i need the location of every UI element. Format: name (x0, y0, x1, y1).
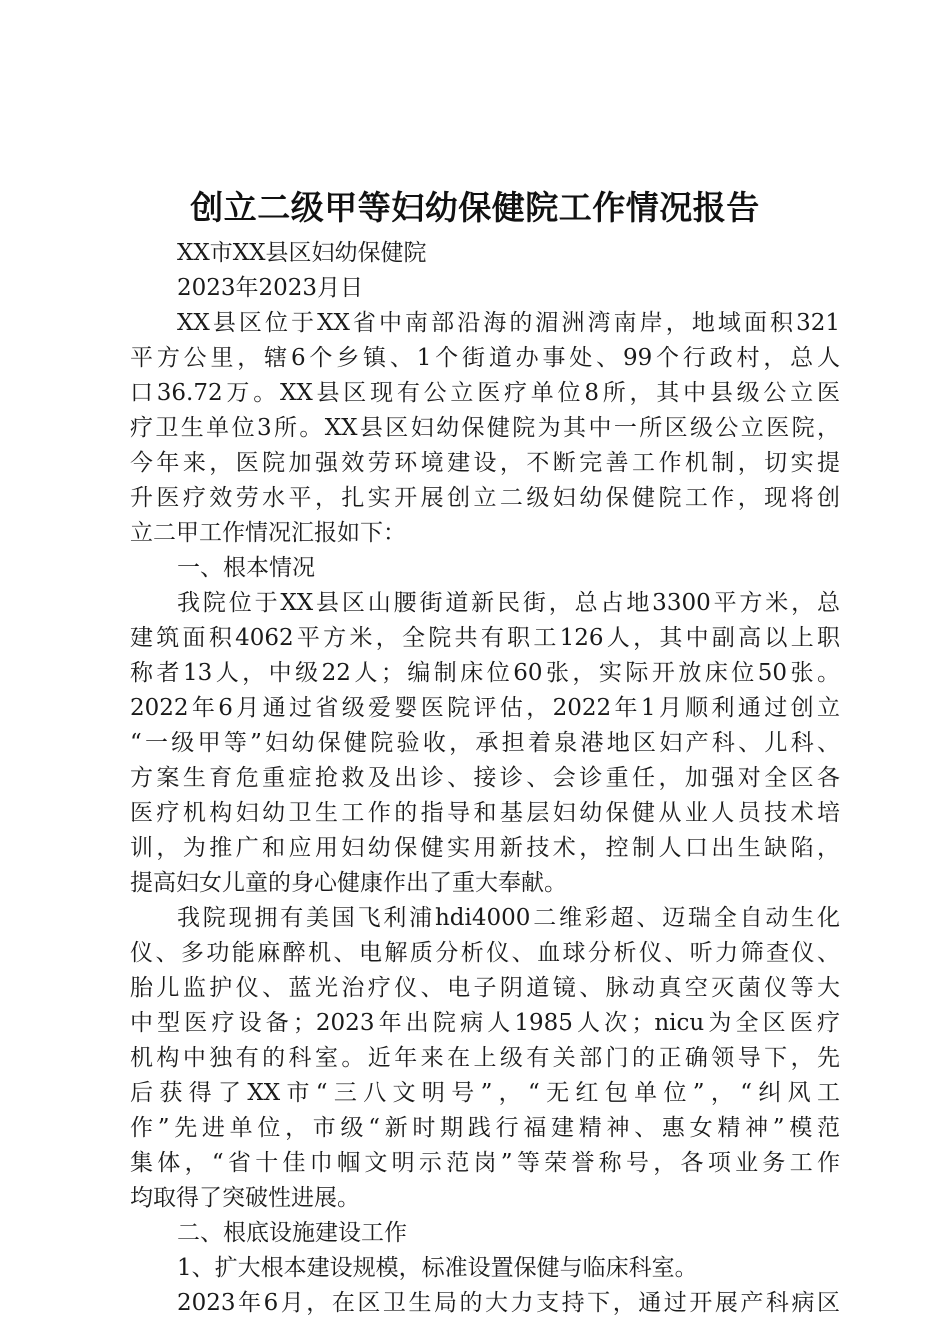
body-text-line: 升医疗效劳水平，扎实开展创立二级妇幼保健院工作，现将创 (130, 485, 840, 511)
organization-line: XX市XX县区妇幼保健院 (177, 240, 427, 266)
body-text-line: XX县区位于XX省中南部沿海的湄洲湾南岸，地域面积321 (177, 310, 840, 336)
body-text-line: 建筑面积4062平方米，全院共有职工126人，其中副高以上职 (130, 625, 840, 651)
body-text-line: 方案生育危重症抢救及出诊、接诊、会诊重任，加强对全区各 (130, 765, 840, 791)
body-text-line: 今年来，医院加强效劳环境建设，不断完善工作机制，切实提 (130, 450, 840, 476)
body-text-line: 2023年6月，在区卫生局的大力支持下，通过开展产科病区 (177, 1290, 840, 1316)
body-text-line: “一级甲等”妇幼保健院验收，承担着泉港地区妇产科、儿科、 (130, 730, 840, 756)
body-text-line: 作”先进单位，市级“新时期践行福建精神、惠女精神”模范 (130, 1115, 840, 1141)
body-text-line: 2022年6月通过省级爱婴医院评估，2022年1月顺利通过创立 (130, 695, 840, 721)
document-body (130, 236, 840, 1321)
body-text-line: 集体，“省十佳巾帼文明示范岗”等荣誉称号，各项业务工作 (130, 1150, 840, 1176)
body-text-line: 机构中独有的科室。近年来在上级有关部门的正确领导下，先 (130, 1045, 840, 1071)
body-text-line: 立二甲工作情况汇报如下： (130, 520, 406, 546)
body-text-line: 均取得了突破性进展。 (130, 1185, 360, 1211)
document-title: 创立二级甲等妇幼保健院工作情况报告 (190, 188, 760, 227)
body-text-line: 口36.72万。XX县区现有公立医疗单位8所，其中县级公立医 (130, 380, 840, 406)
body-text-line: 我院位于XX县区山腰街道新民街，总占地3300平方米，总 (177, 590, 840, 616)
date-line: 2023年2023月日 (177, 275, 364, 301)
body-text-line: 疗卫生单位3所。XX县区妇幼保健院为其中一所区级公立医院， (130, 415, 840, 441)
body-text-line: 我院现拥有美国飞利浦hdi4000二维彩超、迈瑞全自动生化 (177, 905, 840, 931)
body-text-line: 胎儿监护仪、蓝光治疗仪、电子阴道镜、脉动真空灭菌仪等大 (130, 975, 840, 1001)
body-text-line: 中型医疗设备；2023年出院病人1985人次；nicu为全区医疗 (130, 1010, 840, 1036)
body-text-line: 后获得了XX市“三八文明号”，“无红包单位”，“纠风工 (130, 1080, 840, 1106)
body-text-line: 一、根本情况 (177, 555, 315, 581)
body-text-line: 称者13人，中级22人；编制床位60张，实际开放床位50张。 (130, 660, 840, 686)
body-text-line: 医疗机构妇幼卫生工作的指导和基层妇幼保健从业人员技术培 (130, 800, 840, 826)
body-text-line: 平方公里，辖6个乡镇、1个街道办事处、99个行政村，总人 (130, 345, 840, 371)
body-text-line: 1、扩大根本建设规模，标准设置保健与临床科室。 (177, 1255, 698, 1281)
body-text-line: 二、根底设施建设工作 (177, 1220, 407, 1246)
body-text-line: 仪、多功能麻醉机、电解质分析仪、血球分析仪、听力筛查仪、 (130, 940, 840, 966)
body-text-line: 提高妇女儿童的身心健康作出了重大奉献。 (130, 870, 567, 896)
body-text-line: 训，为推广和应用妇幼保健实用新技术，控制人口出生缺陷， (130, 835, 840, 861)
